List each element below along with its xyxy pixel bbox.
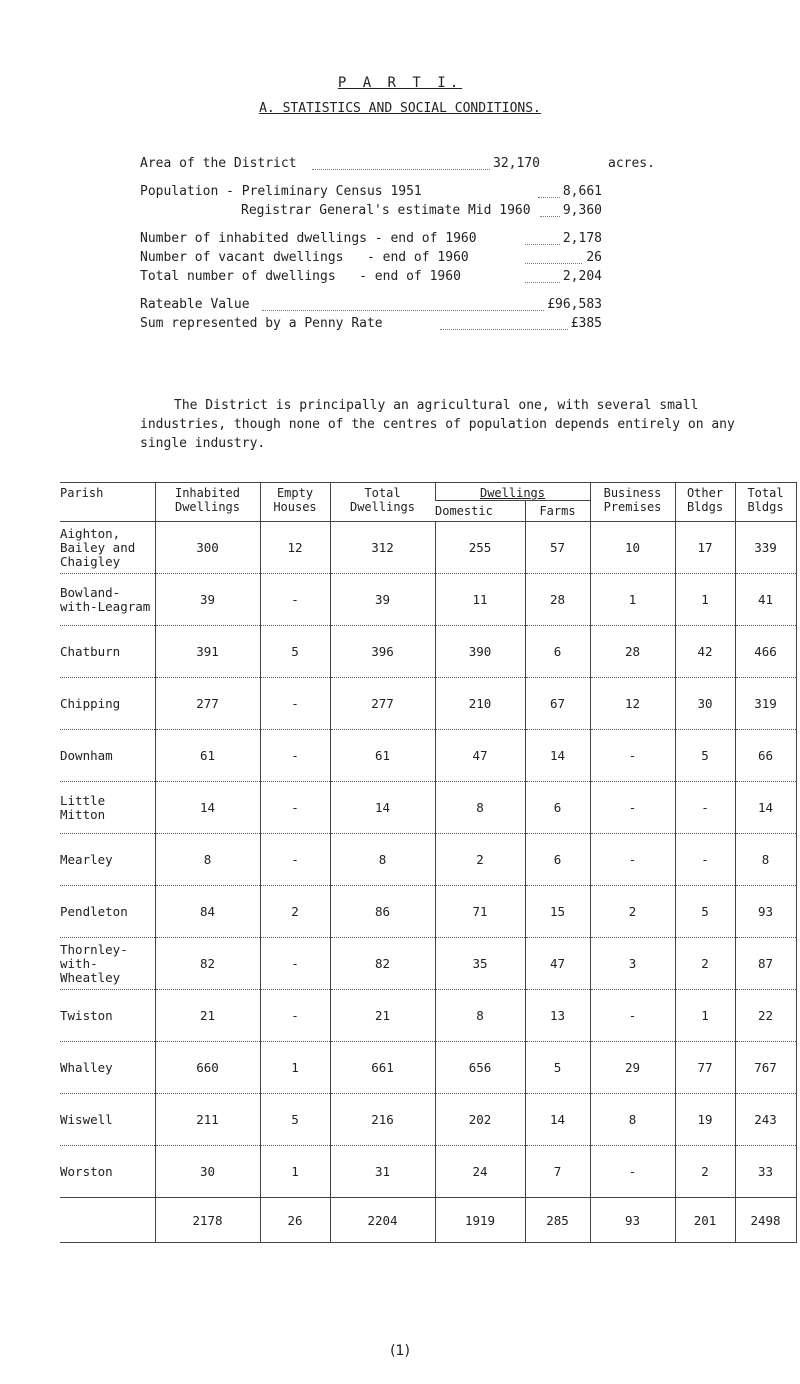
cell-total-dwellings: 82 [330, 938, 435, 990]
cell-total-bldgs: 66 [735, 730, 796, 782]
cell-parish: Bowland-with-Leagram [60, 574, 155, 626]
cell-business: - [590, 1146, 675, 1198]
stat-rateable-value [140, 296, 700, 314]
section-heading: A. STATISTICS AND SOCIAL CONDITIONS. [259, 101, 541, 116]
stat-label: Area of the District [140, 156, 297, 171]
total-total-bldgs: 2498 [735, 1198, 796, 1243]
table-row [60, 1146, 796, 1198]
stat-value: 9,360 [560, 202, 602, 220]
stat-value: 8,661 [560, 183, 602, 201]
cell-farms: 14 [525, 730, 590, 782]
cell-parish: Downham [60, 730, 155, 782]
cell-total-dwellings: 14 [330, 782, 435, 834]
cell-other: 42 [675, 626, 735, 678]
cell-business: 29 [590, 1042, 675, 1094]
table-row [60, 834, 796, 886]
cell-other: 2 [675, 1146, 735, 1198]
cell-farms: 5 [525, 1042, 590, 1094]
cell-domestic: 255 [435, 522, 525, 574]
cell-inhabited: 211 [155, 1094, 260, 1146]
cell-farms: 15 [525, 886, 590, 938]
cell-total-dwellings: 61 [330, 730, 435, 782]
cell-farms: 7 [525, 1146, 590, 1198]
cell-business: 10 [590, 522, 675, 574]
col-header-farms: Farms [525, 501, 590, 522]
cell-domestic: 47 [435, 730, 525, 782]
cell-domestic: 2 [435, 834, 525, 886]
cell-inhabited: 277 [155, 678, 260, 730]
cell-farms: 14 [525, 1094, 590, 1146]
col-header-domestic: Domestic [435, 501, 525, 522]
cell-parish: Wiswell [60, 1094, 155, 1146]
part-heading: P A R T I. [337, 75, 463, 91]
cell-parish: Whalley [60, 1042, 155, 1094]
cell-farms: 13 [525, 990, 590, 1042]
total-parish [60, 1198, 155, 1243]
cell-inhabited: 61 [155, 730, 260, 782]
total-total-dwellings: 2204 [330, 1198, 435, 1243]
cell-domestic: 24 [435, 1146, 525, 1198]
total-empty: 26 [260, 1198, 330, 1243]
cell-domestic: 35 [435, 938, 525, 990]
table-row [60, 938, 796, 990]
stat-population-census [140, 183, 700, 201]
page-number: (1) [390, 1343, 410, 1359]
cell-business: 8 [590, 1094, 675, 1146]
cell-domestic: 656 [435, 1042, 525, 1094]
stat-value: £96,583 [544, 296, 602, 314]
cell-farms: 6 [525, 782, 590, 834]
cell-domestic: 390 [435, 626, 525, 678]
cell-parish: Twiston [60, 990, 155, 1042]
cell-domestic: 8 [435, 782, 525, 834]
col-header-other: Other Bldgs [675, 483, 735, 522]
table-row [60, 678, 796, 730]
table-row [60, 574, 796, 626]
stat-label: Population - Preliminary Census 1951 [140, 184, 422, 199]
total-farms: 285 [525, 1198, 590, 1243]
cell-business: 28 [590, 626, 675, 678]
cell-empty: - [260, 990, 330, 1042]
cell-empty: - [260, 678, 330, 730]
cell-parish: Little Mitton [60, 782, 155, 834]
cell-farms: 6 [525, 626, 590, 678]
cell-other: 17 [675, 522, 735, 574]
cell-other: 2 [675, 938, 735, 990]
cell-total-bldgs: 466 [735, 626, 796, 678]
cell-empty: - [260, 574, 330, 626]
cell-other: - [675, 834, 735, 886]
cell-empty: 5 [260, 626, 330, 678]
cell-inhabited: 660 [155, 1042, 260, 1094]
table-row [60, 886, 796, 938]
cell-total-bldgs: 22 [735, 990, 796, 1042]
cell-total-bldgs: 767 [735, 1042, 796, 1094]
stat-vacant-dwellings [140, 249, 700, 267]
cell-domestic: 71 [435, 886, 525, 938]
cell-business: 1 [590, 574, 675, 626]
table-row [60, 1042, 796, 1094]
cell-inhabited: 14 [155, 782, 260, 834]
cell-business: 3 [590, 938, 675, 990]
cell-domestic: 210 [435, 678, 525, 730]
cell-parish: Worston [60, 1146, 155, 1198]
cell-inhabited: 84 [155, 886, 260, 938]
cell-inhabited: 39 [155, 574, 260, 626]
cell-domestic: 202 [435, 1094, 525, 1146]
cell-total-bldgs: 93 [735, 886, 796, 938]
table-row [60, 1094, 796, 1146]
cell-other: 30 [675, 678, 735, 730]
cell-total-dwellings: 8 [330, 834, 435, 886]
cell-farms: 67 [525, 678, 590, 730]
total-domestic: 1919 [435, 1198, 525, 1243]
table-row [60, 990, 796, 1042]
cell-business: 2 [590, 886, 675, 938]
cell-empty: - [260, 834, 330, 886]
parish-table [60, 482, 797, 1243]
cell-other: 19 [675, 1094, 735, 1146]
cell-parish: Pendleton [60, 886, 155, 938]
col-header-total-bldgs: Total Bldgs [735, 483, 796, 522]
stat-value: 26 [583, 249, 602, 267]
cell-empty: - [260, 730, 330, 782]
total-business: 93 [590, 1198, 675, 1243]
cell-empty: - [260, 938, 330, 990]
cell-farms: 57 [525, 522, 590, 574]
cell-parish: Mearley [60, 834, 155, 886]
stat-label: Total number of dwellings - end of 1960 [140, 269, 461, 284]
cell-total-dwellings: 31 [330, 1146, 435, 1198]
cell-empty: 12 [260, 522, 330, 574]
cell-total-dwellings: 396 [330, 626, 435, 678]
table-row [60, 626, 796, 678]
stat-total-dwellings [140, 268, 700, 286]
cell-empty: 1 [260, 1146, 330, 1198]
cell-farms: 47 [525, 938, 590, 990]
cell-total-dwellings: 661 [330, 1042, 435, 1094]
cell-farms: 28 [525, 574, 590, 626]
cell-empty: 1 [260, 1042, 330, 1094]
stat-unit: acres. [608, 156, 655, 171]
col-header-empty: Empty Houses [260, 483, 330, 522]
cell-total-bldgs: 243 [735, 1094, 796, 1146]
cell-parish: Chipping [60, 678, 155, 730]
cell-business: 12 [590, 678, 675, 730]
stat-label: Rateable Value [140, 297, 250, 312]
col-header-dwellings-group: Dwellings [435, 483, 590, 501]
stat-area [140, 155, 700, 173]
cell-domestic: 11 [435, 574, 525, 626]
cell-business: - [590, 990, 675, 1042]
table-row [60, 782, 796, 834]
cell-empty: 5 [260, 1094, 330, 1146]
cell-total-bldgs: 339 [735, 522, 796, 574]
cell-empty: - [260, 782, 330, 834]
totals-row [60, 1198, 796, 1243]
col-header-total-dwellings: Total Dwellings [330, 483, 435, 522]
cell-other: 1 [675, 990, 735, 1042]
total-inhabited: 2178 [155, 1198, 260, 1243]
stat-value: 2,178 [560, 230, 602, 248]
cell-inhabited: 30 [155, 1146, 260, 1198]
cell-parish: Thornley-with-Wheatley [60, 938, 155, 990]
cell-total-dwellings: 277 [330, 678, 435, 730]
cell-inhabited: 391 [155, 626, 260, 678]
cell-empty: 2 [260, 886, 330, 938]
col-header-business: Business Premises [590, 483, 675, 522]
cell-total-bldgs: 87 [735, 938, 796, 990]
cell-total-bldgs: 8 [735, 834, 796, 886]
stat-label: Number of vacant dwellings - end of 1960 [140, 250, 469, 265]
cell-other: 5 [675, 730, 735, 782]
stat-label: Number of inhabited dwellings - end of 1960 [140, 231, 477, 246]
cell-total-dwellings: 312 [330, 522, 435, 574]
cell-total-bldgs: 14 [735, 782, 796, 834]
stat-penny-rate [140, 315, 700, 333]
cell-parish: Aighton, Bailey and Chaigley [60, 522, 155, 574]
cell-business: - [590, 782, 675, 834]
total-other: 201 [675, 1198, 735, 1243]
cell-total-bldgs: 319 [735, 678, 796, 730]
cell-total-dwellings: 216 [330, 1094, 435, 1146]
stat-value: 32,170 [490, 155, 540, 173]
stat-population-estimate [140, 202, 700, 220]
cell-business: - [590, 834, 675, 886]
table-row [60, 730, 796, 782]
cell-other: 1 [675, 574, 735, 626]
stat-value: 2,204 [560, 268, 602, 286]
cell-total-dwellings: 86 [330, 886, 435, 938]
table-row [60, 522, 796, 574]
stat-inhabited-dwellings [140, 230, 700, 248]
cell-inhabited: 21 [155, 990, 260, 1042]
cell-total-bldgs: 33 [735, 1146, 796, 1198]
table-header-row [60, 483, 796, 501]
cell-total-dwellings: 21 [330, 990, 435, 1042]
cell-inhabited: 300 [155, 522, 260, 574]
cell-inhabited: 8 [155, 834, 260, 886]
cell-other: 77 [675, 1042, 735, 1094]
cell-parish: Chatburn [60, 626, 155, 678]
district-description: The District is principally an agricultural one, with several small industries, though none of the centres of population depends entirely on any single industry. [140, 398, 735, 451]
col-header-inhabited: Inhabited Dwellings [155, 483, 260, 522]
col-header-parish: Parish [60, 483, 155, 522]
stat-label: Registrar General's estimate Mid 1960 [241, 203, 531, 218]
cell-inhabited: 82 [155, 938, 260, 990]
stat-label: Sum represented by a Penny Rate [140, 316, 383, 331]
cell-other: - [675, 782, 735, 834]
cell-business: - [590, 730, 675, 782]
cell-total-dwellings: 39 [330, 574, 435, 626]
cell-domestic: 8 [435, 990, 525, 1042]
cell-other: 5 [675, 886, 735, 938]
cell-total-bldgs: 41 [735, 574, 796, 626]
cell-farms: 6 [525, 834, 590, 886]
stat-value: £385 [568, 315, 602, 333]
